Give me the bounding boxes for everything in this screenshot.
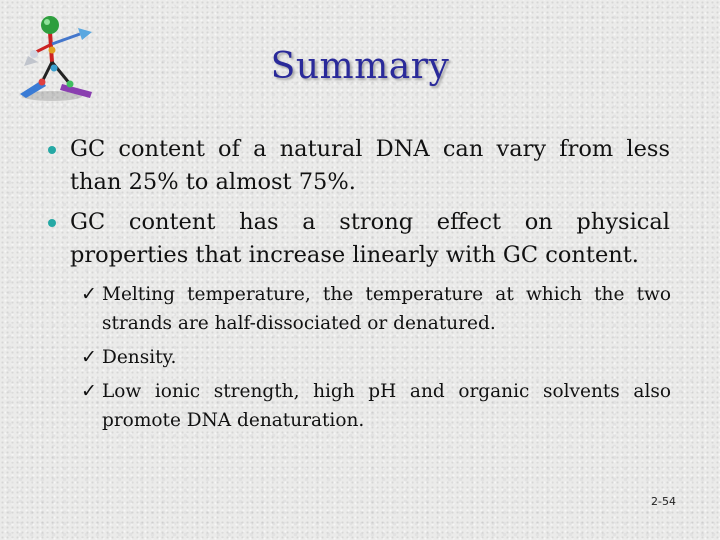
bullet-dot-icon: [48, 146, 56, 154]
bullet-dot-icon: [48, 219, 56, 227]
sub-bullet-item: [81, 280, 671, 338]
slide-title: Summary: [270, 46, 450, 87]
bullet-text: GC content of a natural DNA can vary from less than 25% to almost 75%.: [70, 136, 670, 195]
bullet-item: [48, 206, 670, 272]
main-bullet-list: [48, 133, 670, 279]
bullet-text: GC content has a strong effect on physical properties that increase linearly with GC content.: [70, 209, 670, 268]
sub-bullet-item: [81, 343, 671, 372]
sub-bullet-text: Low ionic strength, high pH and organic solvents also promote DNA denaturation.: [102, 381, 671, 431]
sub-bullet-item: [81, 377, 671, 435]
checkmark-icon: ✓: [81, 380, 97, 402]
bullet-item: [48, 133, 670, 199]
sub-bullet-list: [81, 280, 671, 440]
checkmark-icon: ✓: [81, 283, 97, 305]
sub-bullet-text: Melting temperature, the temperature at which the two strands are half-dissociated or denatured.: [102, 284, 671, 334]
sub-bullet-text: Density.: [102, 347, 177, 368]
checkmark-icon: ✓: [81, 346, 97, 368]
page-number: 2-54: [651, 495, 676, 508]
